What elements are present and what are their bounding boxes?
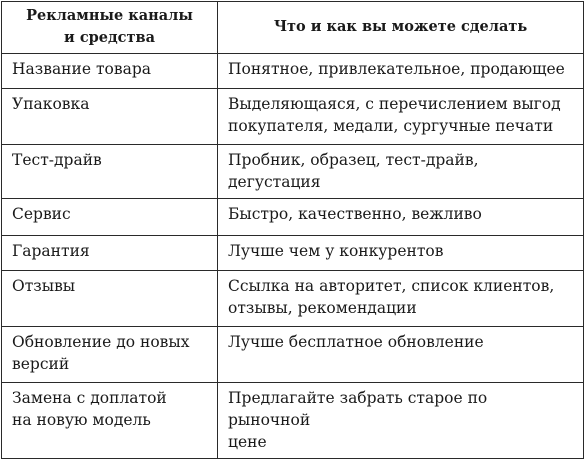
table-row bbox=[2, 199, 584, 236]
channel-cell bbox=[2, 327, 218, 383]
channel-cell bbox=[2, 199, 218, 236]
table-row bbox=[2, 271, 584, 327]
action-cell bbox=[218, 271, 584, 327]
action-text: Лучше чем у конкурентов bbox=[228, 242, 444, 260]
channel-text: Название товара bbox=[12, 60, 151, 78]
header-actions: Что и как вы можете сделать bbox=[218, 2, 584, 54]
action-cell bbox=[218, 199, 584, 236]
table-row bbox=[2, 236, 584, 271]
action-text: Лучше бесплатное обновление bbox=[228, 333, 484, 351]
channel-cell bbox=[2, 236, 218, 271]
header-channels-line2: и средства bbox=[64, 29, 155, 46]
action-cell bbox=[218, 89, 584, 145]
action-cell bbox=[218, 236, 584, 271]
table-row bbox=[2, 145, 584, 199]
channel-text: Гарантия bbox=[12, 242, 90, 260]
advertising-channels-table bbox=[1, 1, 584, 459]
table-row bbox=[2, 327, 584, 383]
channel-text: Обновление до новых bbox=[12, 333, 190, 351]
channel-text: Упаковка bbox=[12, 95, 90, 113]
channel-text: на новую модель bbox=[12, 411, 151, 429]
channel-cell bbox=[2, 54, 218, 89]
header-channels-line1: Рекламные каналы bbox=[26, 7, 193, 24]
action-text: отзывы, рекомендации bbox=[228, 299, 417, 317]
table-row bbox=[2, 54, 584, 89]
action-text: Предлагайте забрать старое по рыночной bbox=[228, 389, 488, 429]
action-text: покупателя, медали, сургучные печати bbox=[228, 117, 554, 135]
action-text: Быстро, качественно, вежливо bbox=[228, 205, 482, 223]
action-cell bbox=[218, 145, 584, 199]
action-text: Пробник, образец, тест-драйв, дегустация bbox=[228, 151, 479, 191]
action-cell bbox=[218, 54, 584, 89]
action-text: Понятное, привлекательное, продающее bbox=[228, 60, 565, 78]
header-channels bbox=[2, 2, 218, 54]
action-cell bbox=[218, 327, 584, 383]
channel-text: Отзывы bbox=[12, 277, 76, 295]
action-text: цене bbox=[228, 433, 267, 451]
table-header-row bbox=[2, 2, 584, 54]
channel-text: Сервис bbox=[12, 205, 71, 223]
action-text: Ссылка на авторитет, список клиентов, bbox=[228, 277, 555, 295]
table-row bbox=[2, 89, 584, 145]
channel-text: Тест-драйв bbox=[12, 151, 102, 169]
action-text: Выделяющаяся, с перечислением выгод bbox=[228, 95, 561, 113]
channel-cell bbox=[2, 145, 218, 199]
channel-cell bbox=[2, 271, 218, 327]
channel-cell bbox=[2, 89, 218, 145]
channel-text: Замена с доплатой bbox=[12, 389, 167, 407]
channel-text: версий bbox=[12, 355, 70, 373]
